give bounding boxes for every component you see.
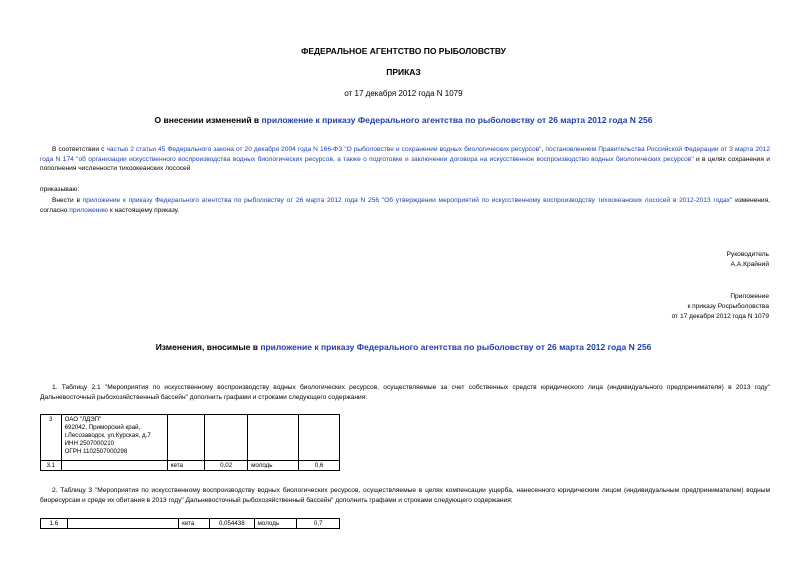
table2-stage: молодь [254,519,297,529]
appendix-ref-line1: Приложение [730,293,769,300]
change-item-2: 2. Таблицу 3 "Мероприятия по искусственному воспроизводству водных биологических ресурсов, осуществляемые в целях компенсации ущерба, нанесенного юридическим лицом (индивидуальным предпринимателем) водным биоресурсам и среде их обитания в 2013 году" Дальневосточный рыбохозяйственный бассейн" дополнить графами и строками следующего содержания: [40,487,770,504]
table-cell [248,415,299,461]
table1-row2-value: 0,02 [205,461,248,471]
table-row [41,461,340,471]
agency-name: ФЕДЕРАЛЬНОЕ АГЕНТСТВО ПО РЫБОЛОВСТВУ [301,46,506,56]
table1-row2-qty: 0,6 [299,461,340,471]
order-text [40,196,770,215]
changes-title-prefix: Изменения, вносимые в [155,342,261,352]
doc-date: от 17 декабря 2012 года N 1079 [344,89,463,98]
preamble-text-2: , [541,146,546,153]
preamble [40,145,770,174]
change-item-1: 1. Таблицу 2.1 "Мероприятия по искусственному воспроизводству водных биологических ресурсов, осуществляемые за счет собственных средств юридического лица (индивидуального предпринимателя) в 2013 году" Дальневосточный рыбохозяйственный бассейн" дополнить графами и строками следующего содержания: [40,384,770,401]
table2-num: 1.6 [41,519,68,529]
table1-row1-num: 3 [41,415,62,461]
table2-value: 0,054438 [209,519,254,529]
appendix-ref-line3: от 17 декабря 2012 года N 1079 [671,313,769,320]
order-text-3: к настоящему приказу. [108,206,180,214]
doc-title-link[interactable]: приложение к приказу Федерального агентства по рыболовству от 26 марта 2012 года N 256 [261,115,653,125]
table2-species: кета [179,519,210,529]
changes-table-2 [40,518,340,529]
table1-row2-stage: молодь [248,461,299,471]
table-cell [67,519,178,529]
signature-position: Руководитель [726,251,769,258]
org-inn: ИНН 2507000210 [64,440,115,447]
table-cell [205,415,248,461]
doc-title-prefix: О внесении изменений в [154,115,262,125]
appendix-ref-line2: к приказу Росрыболовства [687,303,769,310]
changes-title [0,342,807,352]
preamble-text-3: и в целях сохранения и пополнения численности тихоокеанских лососей [40,155,770,173]
preamble-decree-link[interactable]: постановлением Правительства Российской Федерации от 3 марта 2012 года N 174 "об организации искусственного воспроизводства водных биологических ресурсов, а также о подготовке и заключении договора на искусственное воспроизводство водных биологических ресурсов" [40,146,771,163]
signature-name: А.А.Крайний [730,261,769,268]
table1-row2-species: кета [167,461,204,471]
table-cell [167,415,204,461]
order-text-2: изменения, согласно [40,197,771,214]
table1-row1-org [61,415,167,461]
org-name: ОАО "ЛДЭП" [64,416,102,423]
changes-title-link[interactable]: приложение к приказу Федерального агентства по рыболовству от 26 марта 2012 года N 256 [260,342,652,352]
order-text-1: Внести в [52,197,83,204]
doc-title [0,115,807,125]
appendix-reference [672,292,769,322]
table-row [41,519,340,529]
table-cell [61,461,167,471]
org-ogrn: ОГРН 1102507000298 [64,448,128,455]
table-cell [299,415,340,461]
order-annex-link[interactable]: приложению [69,206,109,214]
signature-block [727,250,769,270]
table1-row2-num: 3.1 [41,461,62,471]
table2-qty: 0,7 [297,519,340,529]
changes-table-1 [40,414,340,471]
org-address-1: 692042, Приморский край, [64,424,141,431]
preamble-text-1: В соответствии с [52,146,107,153]
order-label: приказываю: [40,186,80,193]
table-row [41,415,340,461]
preamble-law-link[interactable]: частью 2 статьи 45 Федерального закона от 20 декабря 2004 года N 166-ФЗ "О рыболовстве и сохранении водных биологических ресурсов" [106,146,542,153]
doc-type: ПРИКАЗ [386,67,421,77]
order-appendix-link[interactable]: приложение к приказу Федерального агентства по рыболовству от 26 марта 2012 года N 256 "Об утверждении мероприятий по искусственному воспроизводству тихоокеанских лососей в 2012-2013 годах" [82,197,733,204]
org-address-2: г.Лесозаводск, ул.Курская, д.7 [64,432,151,439]
